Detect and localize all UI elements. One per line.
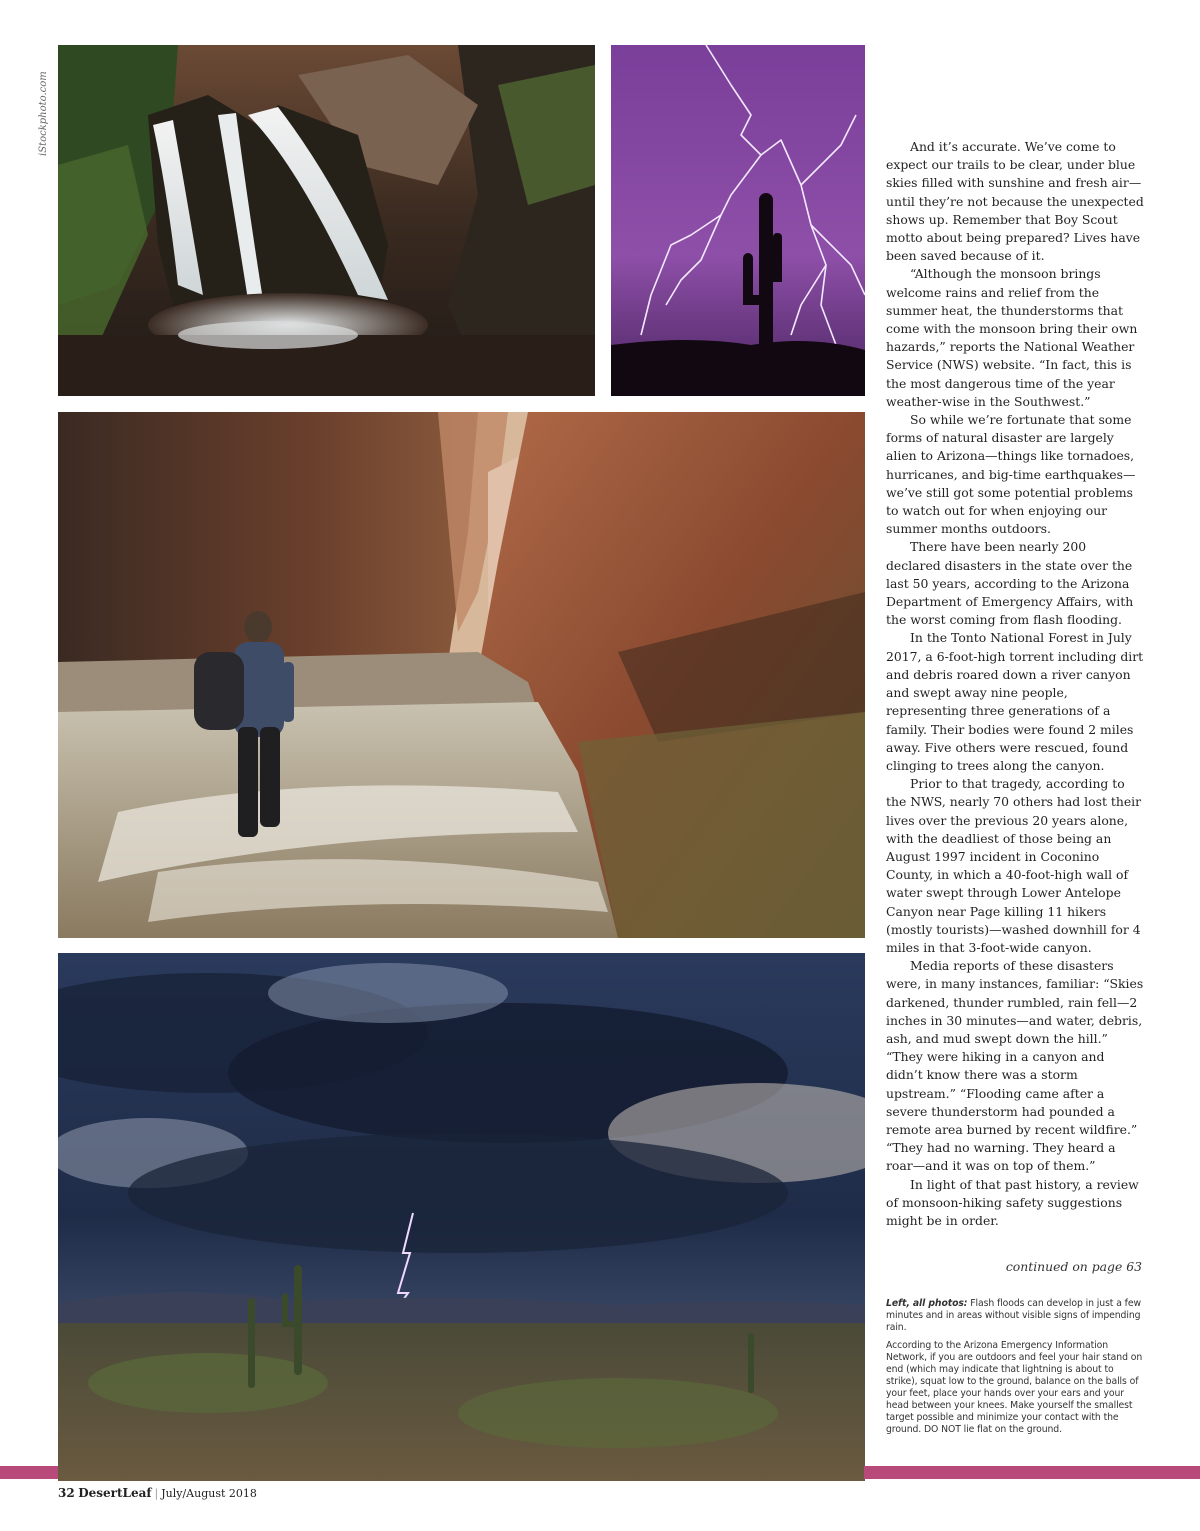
accent-bar-left — [0, 1466, 58, 1479]
caption-first-text: Flash floods can develop in just a few minutes and in areas without visible signs of impending rain. — [886, 1298, 1141, 1333]
canyon-hiker-photo — [58, 412, 865, 938]
caption-lead: Left, all photos: — [886, 1298, 968, 1309]
article-body — [886, 138, 1144, 1230]
magazine-brand: DesertLeaf — [78, 1486, 152, 1500]
waterfall-photo — [58, 45, 595, 396]
article-paragraph: There have been nearly 200 declared disasters in the state over the last 50 years, according to the Arizona Department of Emergency Affairs, with the worst coming from flash flooding. — [886, 539, 1134, 628]
photo-credit-text: iStockphoto.com — [38, 71, 49, 156]
article-paragraph: In the Tonto National Forest in July 2017, a 6-foot-high torrent including dirt and debris roared down a river canyon and swept away nine people, representing three generations of a family. Their bodies were found 2 miles away. Five others were rescued, found clinging to trees along the canyon. — [886, 630, 1144, 773]
continued-link[interactable]: continued on page 63 — [1005, 1259, 1142, 1274]
article-paragraph: “Although the monsoon brings welcome rains and relief from the summer heat, the thunderstorms that come with the monsoon bring their own hazards,” reports the National Weather Service (NWS) website. “In fact, this is the most dangerous time of the year weather-wise in the Southwest.” — [886, 266, 1138, 409]
page-number: 32 — [58, 1486, 75, 1500]
article-paragraph: In light of that past history, a review of monsoon-hiking safety suggestions might be in order. — [886, 1176, 1139, 1228]
article-paragraph: Prior to that tragedy, according to the NWS, nearly 70 others had lost their lives over the previous 20 years alone, with the deadliest of those being an August 1997 incident in Coconino County, in which a 40-foot-high wall of water swept through Lower Antelope Canyon near Page killing 11 hikers (mostly tourists)—washed downhill for 4 miles in that 3-foot-wide canyon. — [886, 776, 1142, 955]
photo-captions — [886, 1298, 1144, 1442]
caption-first — [886, 1298, 1144, 1334]
page-footer — [58, 1486, 257, 1500]
footer-separator: | — [154, 1487, 159, 1500]
issue-date: July/August 2018 — [161, 1487, 257, 1500]
lightning-saguaro-photo — [611, 45, 865, 396]
photo-credit — [36, 48, 52, 158]
caption-second: According to the Arizona Emergency Information Network, if you are outdoors and feel your hair stand on end (which may indicate that lightning is about to strike), squat low to the ground, balance on the balls of your feet, place your hands over your ears and your head between your knees. Make yourself the smallest target possible and minimize your contact with the ground. DO NOT lie flat on the ground. — [886, 1340, 1143, 1435]
article-paragraph: So while we’re fortunate that some forms of natural disaster are largely alien to Arizona—things like tornadoes, hurricanes, and big-time earthquakes—we’ve still got some potential problems to watch out for when enjoying our summer months outdoors. — [886, 412, 1136, 537]
accent-bar-right — [864, 1466, 1200, 1479]
desert-storm-photo — [58, 953, 865, 1481]
article-paragraph: And it’s accurate. We’ve come to expect our trails to be clear, under blue skies filled with sunshine and fresh air—until they’re not because the unexpected shows up. Remember that Boy Scout motto about being prepared? Lives have been saved because of it. — [886, 139, 1144, 264]
article-paragraph: Media reports of these disasters were, in many instances, familiar: “Skies darkened, thunder rumbled, rain fell—2 inches in 30 minutes—and water, debris, ash, and mud swept down the hill.” “They were hiking in a canyon and didn’t know there was a storm upstream.” “Flooding came after a severe thunderstorm had pounded a remote area burned by recent wildfire.” “They had no warning. They heard a roar—and it was on top of them.” — [886, 958, 1144, 1174]
